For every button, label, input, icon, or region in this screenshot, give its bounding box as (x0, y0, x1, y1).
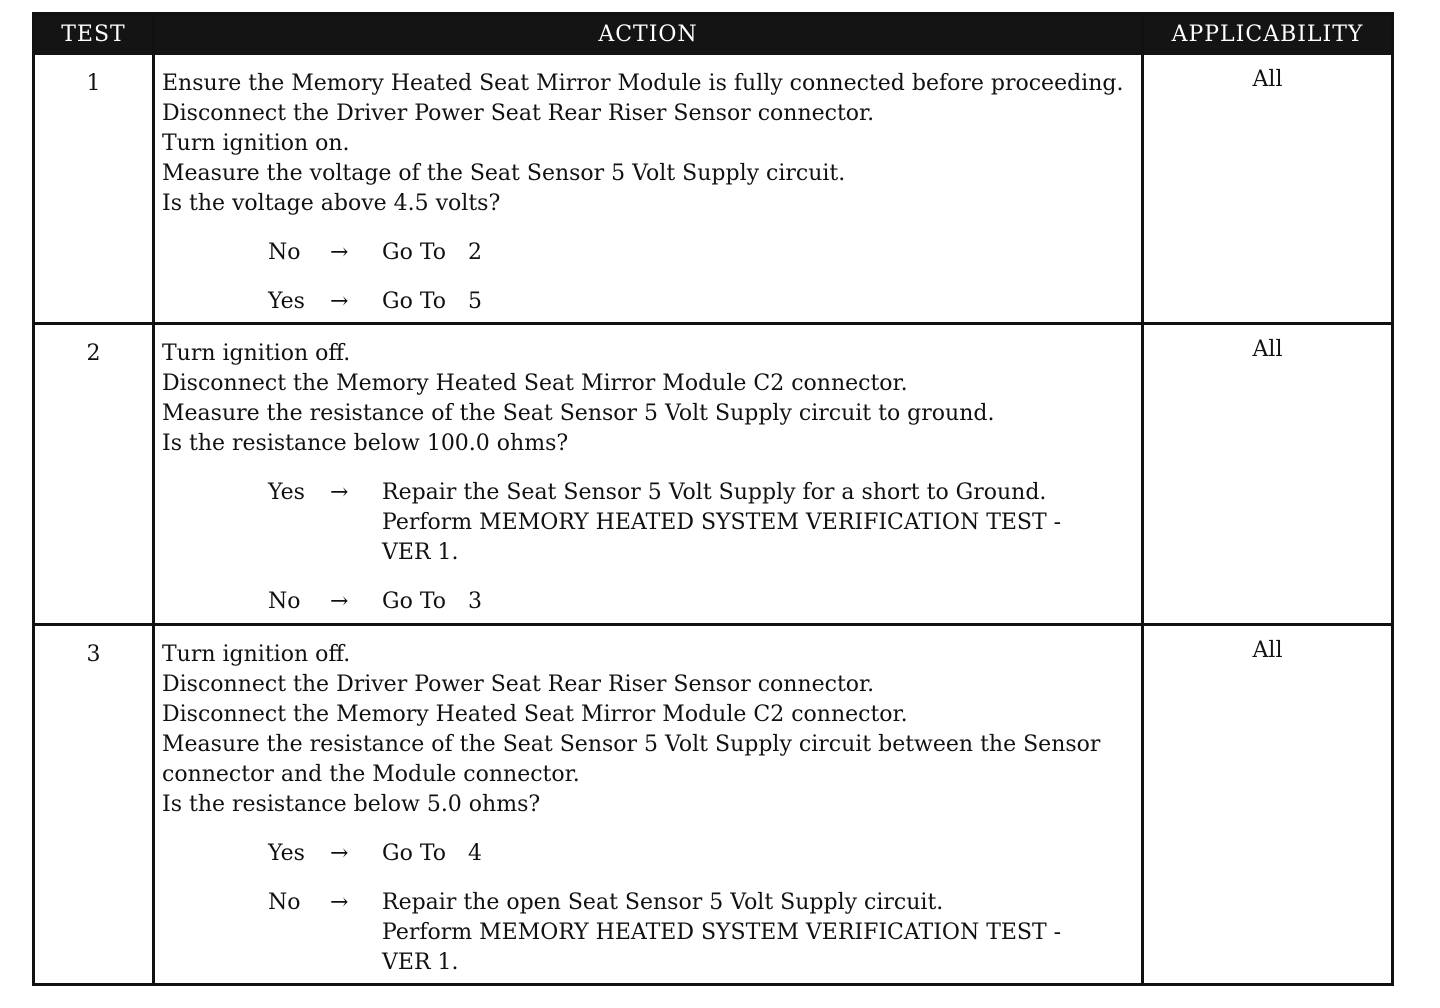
table-row (35, 325, 1391, 623)
goto-label[interactable]: Go To (382, 589, 447, 614)
applicability-value: All (1252, 67, 1283, 92)
arrow-icon: → (330, 289, 349, 314)
goto-target[interactable]: 2 (468, 240, 483, 265)
branch-label: Yes (268, 480, 305, 505)
action-step: Turn ignition on. (162, 131, 350, 156)
action-step: Ensure the Memory Heated Seat Mirror Module is fully connected before proceeding. (162, 71, 1124, 96)
table-row (35, 626, 1391, 983)
branch-action-line: VER 1. (382, 950, 459, 975)
action-step: Disconnect the Driver Power Seat Rear Riser Sensor connector. (162, 101, 875, 126)
test-number: 2 (86, 341, 101, 366)
branch-label: No (268, 589, 301, 614)
branch-label: No (268, 890, 301, 915)
applicability-value: All (1252, 337, 1283, 362)
branch-label: Yes (268, 289, 305, 314)
branch-action (382, 478, 1137, 568)
branch-action-line: Repair the open Seat Sensor 5 Volt Supply circuit. (382, 890, 944, 915)
action-step: Measure the resistance of the Seat Sensor 5 Volt Supply circuit between the Sensor connector and the Module connector. (162, 732, 1101, 787)
branch-label: Yes (268, 841, 305, 866)
test-number: 3 (86, 642, 101, 667)
goto-link[interactable] (382, 238, 1137, 268)
action-step: Measure the voltage of the Seat Sensor 5 Volt Supply circuit. (162, 161, 846, 186)
action-step: Is the resistance below 100.0 ohms? (162, 431, 569, 456)
diagnostic-table (32, 12, 1394, 986)
action-step: Turn ignition off. (162, 341, 351, 366)
goto-label[interactable]: Go To (382, 240, 447, 265)
applicability-value: All (1252, 638, 1283, 663)
result-branch (162, 478, 1137, 568)
action-cell (162, 69, 1137, 317)
table-header (35, 15, 1391, 55)
action-step: Turn ignition off. (162, 642, 351, 667)
goto-link[interactable] (382, 287, 1137, 317)
action-step: Is the voltage above 4.5 volts? (162, 191, 501, 216)
goto-target[interactable]: 4 (468, 841, 483, 866)
action-step: Measure the resistance of the Seat Sensor 5 Volt Supply circuit to ground. (162, 401, 995, 426)
action-cell (162, 339, 1137, 617)
branch-action (382, 839, 1137, 869)
arrow-icon: → (330, 890, 349, 915)
goto-link[interactable] (382, 839, 1137, 869)
arrow-icon: → (330, 589, 349, 614)
arrow-icon: → (330, 841, 349, 866)
header-action: ACTION (598, 22, 698, 47)
result-branch (162, 839, 1137, 869)
goto-target[interactable]: 3 (468, 589, 483, 614)
action-step: Is the resistance below 5.0 ohms? (162, 792, 541, 817)
result-branch (162, 888, 1137, 978)
branch-action-line: Perform MEMORY HEATED SYSTEM VERIFICATION TEST - (382, 920, 1062, 945)
goto-label[interactable]: Go To (382, 289, 447, 314)
action-step: Disconnect the Memory Heated Seat Mirror Module C2 connector. (162, 702, 908, 727)
action-step: Disconnect the Driver Power Seat Rear Riser Sensor connector. (162, 672, 875, 697)
action-step: Disconnect the Memory Heated Seat Mirror Module C2 connector. (162, 371, 908, 396)
test-number: 1 (86, 71, 101, 96)
branch-label: No (268, 240, 301, 265)
result-branch (162, 287, 1137, 317)
header-applicability: APPLICABILITY (1171, 22, 1364, 47)
branch-action (382, 238, 1137, 268)
goto-target[interactable]: 5 (468, 289, 483, 314)
branch-action (382, 888, 1137, 978)
arrow-icon: → (330, 240, 349, 265)
header-test: TEST (61, 22, 126, 47)
branch-action-line: VER 1. (382, 540, 459, 565)
action-cell (162, 640, 1137, 978)
result-branch (162, 238, 1137, 268)
goto-label[interactable]: Go To (382, 841, 447, 866)
branch-action (382, 287, 1137, 317)
branch-action (382, 587, 1137, 617)
result-branch (162, 587, 1137, 617)
branch-action-line: Perform MEMORY HEATED SYSTEM VERIFICATION TEST - (382, 510, 1062, 535)
table-row (35, 55, 1391, 322)
goto-link[interactable] (382, 587, 1137, 617)
branch-action-line: Repair the Seat Sensor 5 Volt Supply for a short to Ground. (382, 480, 1047, 505)
arrow-icon: → (330, 480, 349, 505)
